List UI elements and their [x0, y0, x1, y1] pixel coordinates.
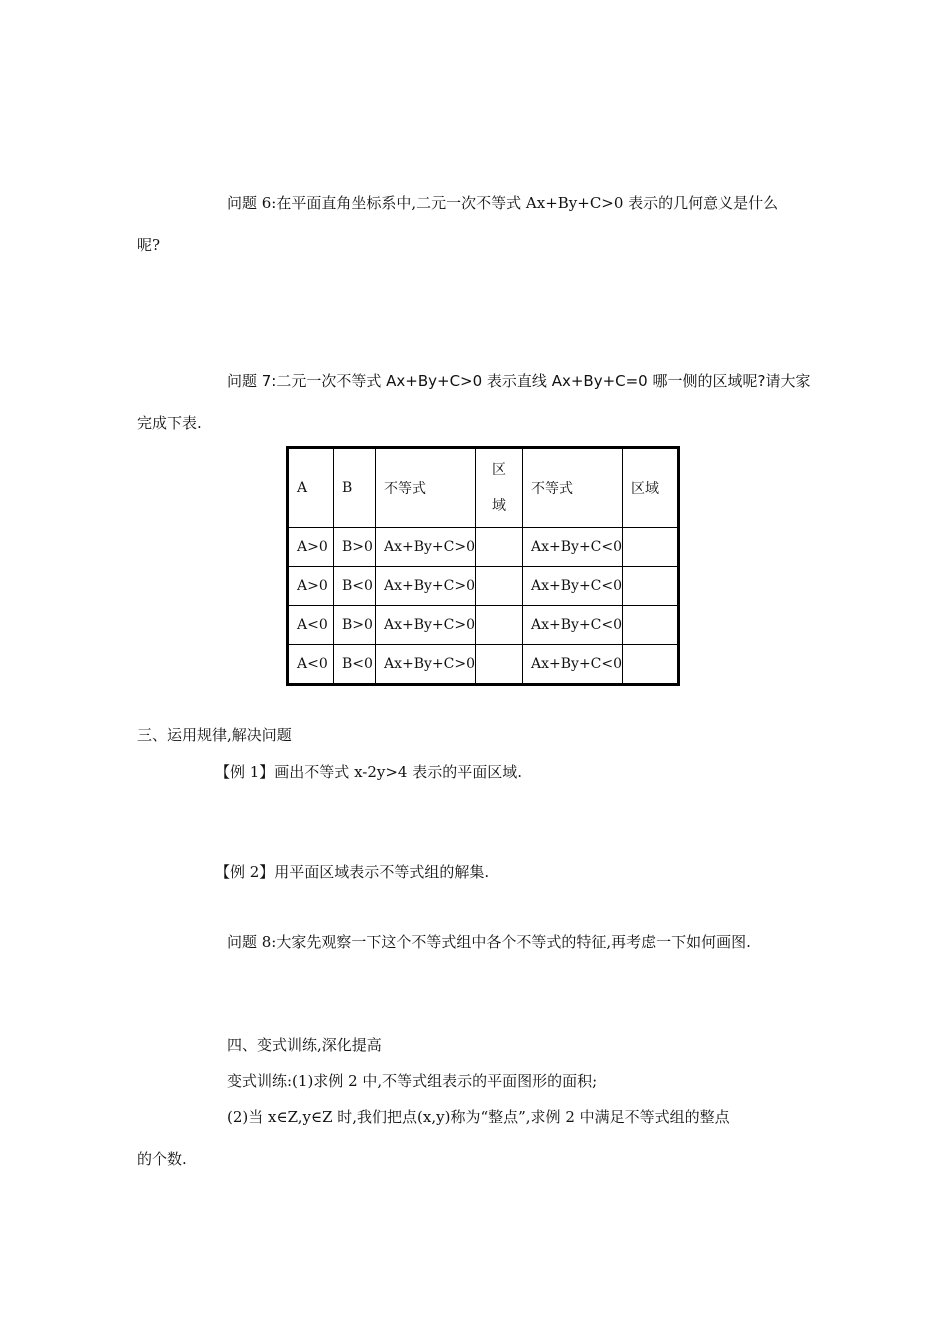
variation-exercise-1: 变式训练:(1)求例 2 中,不等式组表示的平面图形的面积; — [227, 1072, 598, 1090]
header-cell-b: B — [334, 448, 376, 528]
cell-region-2 — [623, 606, 679, 645]
question-7-line-1: 问题 7:二元一次不等式 Ax+By+C>0 表示直线 Ax+By+C=0 哪一侧的区域呢?请大家 — [227, 372, 811, 390]
section-3-heading: 三、运用规律,解决问题 — [137, 726, 292, 744]
question-8: 问题 8:大家先观察一下这个不等式组中各个不等式的特征,再考虑一下如何画图. — [227, 933, 751, 951]
cell-inequality: Ax+By+C>0 — [376, 528, 476, 567]
table-row — [288, 567, 679, 606]
header-cell-region-2: 区域 — [623, 448, 679, 528]
cell-b: B<0 — [334, 567, 376, 606]
cell-region — [476, 645, 523, 685]
cell-inequality-2: Ax+By+C<0 — [523, 528, 623, 567]
cell-inequality-2: Ax+By+C<0 — [523, 606, 623, 645]
cell-region — [476, 606, 523, 645]
header-cell-inequality-2: 不等式 — [523, 448, 623, 528]
cell-inequality-2: Ax+By+C<0 — [523, 645, 623, 685]
table-row — [288, 528, 679, 567]
cell-inequality: Ax+By+C>0 — [376, 567, 476, 606]
example-1: 【例 1】画出不等式 x-2y>4 表示的平面区域. — [215, 763, 523, 781]
header-cell-inequality: 不等式 — [376, 448, 476, 528]
header-region-char-1: 区 — [492, 462, 507, 478]
example-2: 【例 2】用平面区域表示不等式组的解集. — [215, 863, 490, 881]
question-6-line-1: 问题 6:在平面直角坐标系中,二元一次不等式 Ax+By+C>0 表示的几何意义是什么 — [227, 194, 779, 212]
table-row — [288, 606, 679, 645]
cell-inequality: Ax+By+C>0 — [376, 645, 476, 685]
cell-b: B>0 — [334, 606, 376, 645]
table-row — [288, 645, 679, 685]
cell-region-2 — [623, 645, 679, 685]
header-cell-region-vertical — [476, 448, 523, 528]
cell-a: A<0 — [288, 645, 334, 685]
question-7-line-2: 完成下表. — [137, 414, 202, 432]
cell-inequality: Ax+By+C>0 — [376, 606, 476, 645]
question-6-line-2: 呢? — [137, 236, 161, 254]
header-region-char-2: 域 — [492, 498, 507, 514]
cell-b: B>0 — [334, 528, 376, 567]
cell-a: A<0 — [288, 606, 334, 645]
header-cell-a: A — [288, 448, 334, 528]
cell-region-2 — [623, 567, 679, 606]
inequality-region-table — [286, 446, 680, 686]
cell-region — [476, 567, 523, 606]
cell-inequality-2: Ax+By+C<0 — [523, 567, 623, 606]
cell-a: A>0 — [288, 528, 334, 567]
variation-exercise-2-line-1: (2)当 x∈Z,y∈Z 时,我们把点(x,y)称为“整点”,求例 2 中满足不等式组的整点 — [227, 1108, 730, 1126]
cell-region-2 — [623, 528, 679, 567]
cell-a: A>0 — [288, 567, 334, 606]
cell-b: B<0 — [334, 645, 376, 685]
variation-exercise-2-line-2: 的个数. — [137, 1150, 187, 1168]
cell-region — [476, 528, 523, 567]
table-header-row — [288, 448, 679, 528]
section-4-heading: 四、变式训练,深化提高 — [227, 1036, 382, 1054]
